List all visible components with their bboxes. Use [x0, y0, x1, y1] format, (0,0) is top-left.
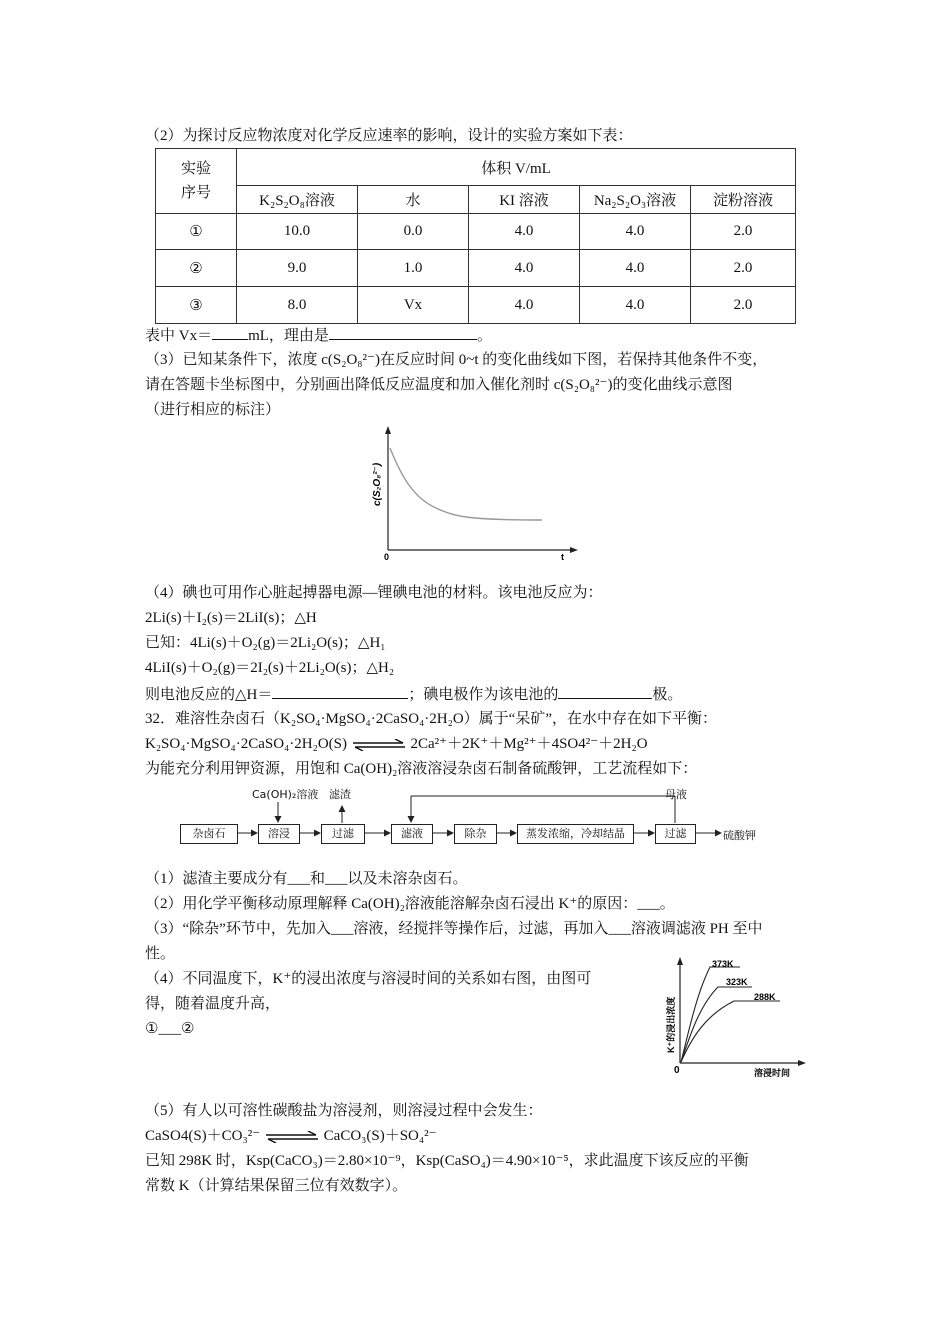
col-header: 水	[358, 186, 469, 214]
q4-line2: 2Li(s)＋I₂(s)＝2LiI(s)；△H	[145, 610, 317, 626]
q3-line3: （进行相应的标注）	[145, 402, 281, 418]
q32-s3b: 性。	[145, 946, 176, 962]
q2-intro: （2）为探讨反应物浓度对化学反应速率的影响，设计的实验方案如下表：	[145, 128, 633, 144]
q3-line2: 请在答题卡坐标图中，分别画出降低反应温度和加入催化剂时 c(S₂O₈²⁻)的变化曲线示意图	[145, 377, 733, 393]
flow-box-filtrate: 滤液	[391, 824, 433, 844]
flow-box-crystallize: 蒸发浓缩，冷却结晶	[517, 824, 634, 844]
q2-vx-line: 表中 Vx＝ mL，理由是 。	[145, 325, 492, 346]
graph-ylabel: c(S₂O₈²⁻)	[372, 462, 383, 506]
reason-blank[interactable]	[329, 325, 477, 340]
flow-product-label: 硫酸钾	[723, 829, 756, 842]
curve-label-373k: 373K	[712, 959, 734, 969]
q4-line3: 已知：4Li(s)＋O₂(g)＝2Li₂O(s)；△H₁	[145, 635, 386, 651]
graph2-ylabel: K⁺的浸出浓度	[666, 996, 676, 1053]
col-header: Na₂S₂O₃溶液	[580, 186, 691, 214]
table-row: ② 9.0 1.0 4.0 4.0 2.0	[156, 250, 796, 287]
curve-label-288k: 288K	[754, 992, 776, 1002]
flow-mother-label: 母液	[665, 788, 687, 801]
flow-box-leach: 溶浸	[258, 824, 300, 844]
table-row: ③ 8.0 Vx 4.0 4.0 2.0	[156, 287, 796, 324]
q32-s5c: 已知 298K 时，Ksp(CaCO₃)＝2.80×10⁻⁹，Ksp(CaSO₄)＝4.90×10⁻⁵，求此温度下该反应的平衡	[145, 1153, 749, 1169]
concentration-curve	[390, 448, 542, 520]
q32-s3a: （3）“除杂”环节中，先加入___溶液，经搅拌等操作后，过滤，再加入___溶液调滤液 PH 至中	[145, 921, 763, 937]
curve-323k	[681, 987, 752, 1062]
flow-box-filter-2: 过滤	[655, 824, 696, 844]
header-volume: 体积 V/mL	[237, 149, 796, 186]
col-header: 淀粉溶液	[691, 186, 796, 214]
q32-line3: 为能充分利用钾资源，用饱和 Ca(OH)₂溶液溶浸杂卤石制备硫酸钾，工艺流程如下：	[145, 761, 698, 777]
table-row: ① 10.0 0.0 4.0 4.0 2.0	[156, 214, 796, 250]
q32-s5a: （5）有人以可溶性碳酸盐为溶浸剂，则溶浸过程中会发生：	[145, 1103, 543, 1119]
q4-line1: （4）碘也可用作心脏起搏器电源—锂碘电池的材料。该电池反应为：	[145, 585, 603, 601]
curve-label-323k: 323K	[726, 977, 748, 987]
q32-s1: （1）滤渣主要成分有___和___以及未溶杂卤石。	[145, 871, 468, 887]
concentration-graph	[360, 420, 590, 565]
flow-box-impurity-removal: 除杂	[454, 824, 497, 844]
q4-line5: 则电池反应的△H＝ ；碘电极作为该电池的 极。	[145, 684, 682, 705]
graph-xlabel: t	[561, 552, 564, 562]
col-header: K₂S₂O₈溶液	[237, 186, 358, 214]
q32-s4c: ①___②	[145, 1021, 195, 1037]
col-header: KI 溶液	[469, 186, 580, 214]
q32-s2: （2）用化学平衡移动原理解释 Ca(OH)₂溶液能溶解杂卤石浸出 K⁺的原因：___。	[145, 896, 675, 912]
q32-s4b: 得，随着温度升高，	[145, 996, 281, 1012]
electrode-blank[interactable]	[558, 684, 652, 699]
graph-origin: 0	[384, 552, 390, 562]
flow-box-raw-ore: 杂卤石	[180, 824, 238, 844]
equilibrium-arrow-icon	[351, 739, 407, 751]
delta-h-blank[interactable]	[272, 684, 408, 699]
q3-line1: （3）已知某条件下，浓度 c(S₂O₈²⁻)在反应时间 0~t 的变化曲线如下图，若保持其他条件不变，	[145, 352, 768, 368]
q32-line1: 32．难溶性杂卤石（K₂SO₄·MgSO₄·2CaSO₄·2H₂O）属于“呆矿”，在水中存在如下平衡：	[145, 711, 717, 727]
flow-residue-label: 滤渣	[329, 788, 351, 801]
q32-s5d: 常数 K（计算结果保留三位有效数字）。	[145, 1178, 408, 1194]
q32-equilibrium: K₂SO₄·MgSO₄·2CaSO₄·2H₂O(S) 2Ca²⁺＋2K⁺＋Mg²⁺＋4SO4²⁻＋2H₂O	[145, 736, 648, 752]
q32-s4a: （4）不同温度下，K⁺的浸出浓度与溶浸时间的关系如右图，由图可	[145, 971, 592, 987]
header-experiment-no: 实验 序号	[156, 149, 237, 214]
graph2-xlabel: 溶浸时间	[754, 1068, 791, 1078]
q4-line4: 4LiI(s)＋O₂(g)＝2I₂(s)＋2Li₂O(s)；△H₂	[145, 660, 395, 676]
equilibrium-arrow-icon	[264, 1131, 320, 1143]
q32-s5-equation: CaSO4(S)＋CO₃²⁻ CaCO₃(S)＋SO₄²⁻	[145, 1128, 437, 1144]
leaching-graph	[660, 955, 810, 1085]
experiment-table	[155, 148, 796, 324]
vx-blank[interactable]	[212, 325, 248, 340]
flow-box-filter-1: 过滤	[321, 824, 365, 844]
flow-input-label: Ca(OH)₂溶液	[252, 788, 319, 801]
curve-288k	[681, 1001, 780, 1062]
graph2-origin: 0	[674, 1065, 680, 1076]
